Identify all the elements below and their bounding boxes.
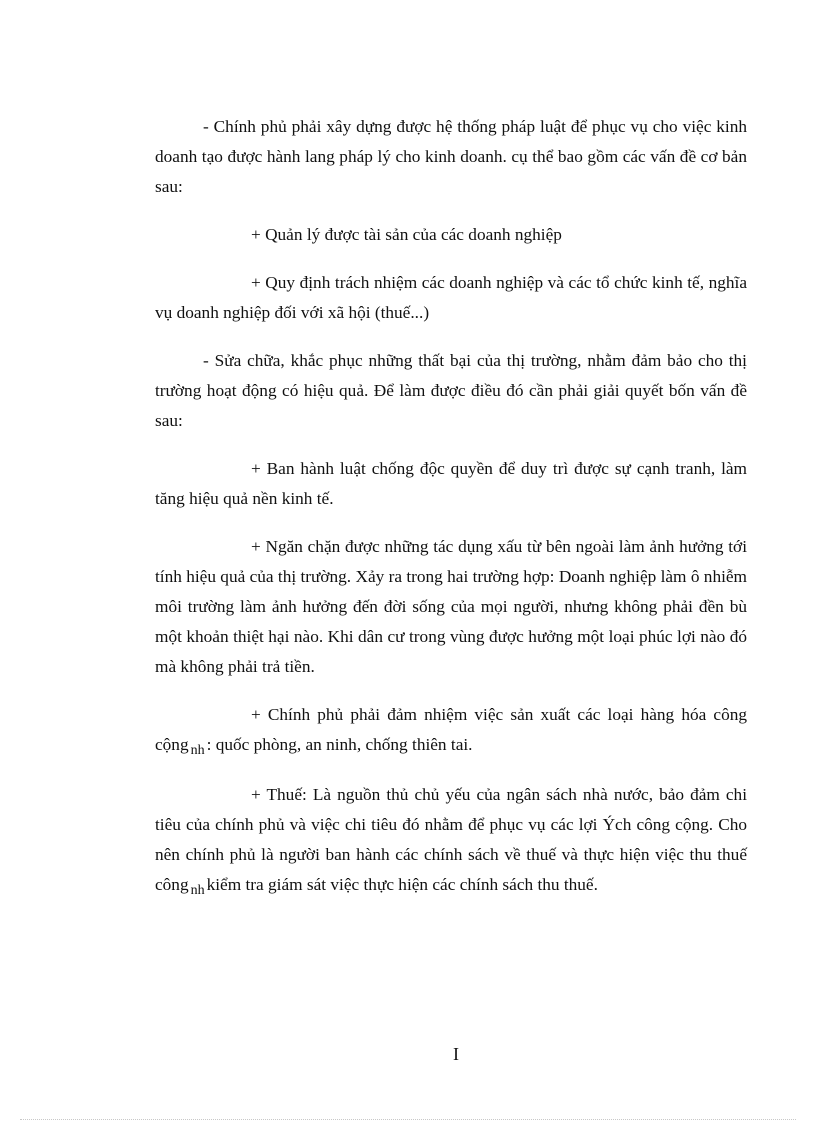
paragraph-public-goods-sub: nh	[190, 743, 205, 758]
paragraph-responsibility: + Quy định trách nhiệm các doanh nghiệp và các tổ chức kinh tế, nghĩa vụ doanh nghiệp đối với xã hội (thuế...)	[155, 273, 747, 322]
page-number-footer	[0, 1042, 816, 1066]
page-bottom-divider	[20, 1119, 796, 1120]
paragraph-taxes-rest: kiểm tra giám sát việc thực hiện các chính sách thu thuế.	[206, 875, 598, 894]
paragraph-taxes-sub: nh	[190, 883, 205, 898]
paragraph-taxes	[155, 780, 747, 902]
paragraph-market-failures: - Sửa chữa, khắc phục những thất bại của thị trường, nhằm đảm bảo cho thị trường hoạt động có hiệu quả. Để làm được điều đó cần phải giải quyết bốn vấn đề sau:	[155, 351, 747, 430]
paragraph-asset-management: + Quản lý được tài sản của các doanh nghiệp	[251, 225, 562, 244]
document-body	[155, 112, 747, 920]
paragraph-public-goods	[155, 700, 747, 762]
paragraph-public-goods-rest: : quốc phòng, an ninh, chống thiên tai.	[206, 735, 473, 754]
paragraph-legal-system: - Chính phủ phải xây dựng được hệ thống pháp luật để phục vụ cho việc kinh doanh tạo được hành lang pháp lý cho kinh doanh. cụ thể bao gồm các vấn đề cơ bản sau:	[155, 117, 747, 196]
paragraph-externalities: + Ngăn chặn được những tác dụng xấu từ bên ngoài làm ảnh hưởng tới tính hiệu quả của thị trường. Xảy ra trong hai trường hợp: Doanh nghiệp làm ô nhiễm môi trường làm ảnh hưởng đến đời sống của mọi người, nhưng không phải đền bù một khoản thiệt hại nào. Khi dân cư trong vùng được hưởng một loại phúc lợi nào đó mà không phải trả tiền.	[155, 537, 747, 676]
paragraph-taxes-text: + Thuế: Là nguồn thủ chủ yếu của ngân sách nhà nước, bảo đảm chi tiêu của chính phủ và việc chi tiêu đó nhằm để phục vụ các lợi Ých công cộng. Cho nên chính phủ là người ban hành các chính sách về thuế và thực hiện việc thu thuế công	[155, 785, 747, 894]
paragraph-antimonopoly: + Ban hành luật chống độc quyền để duy trì được sự cạnh tranh, làm tăng hiệu quả nền kinh tế.	[155, 459, 747, 508]
paragraph-public-goods-text: + Chính phủ phải đảm nhiệm việc sản xuất các loại hàng hóa công cộng	[155, 705, 747, 754]
page-number: I	[453, 1044, 459, 1064]
